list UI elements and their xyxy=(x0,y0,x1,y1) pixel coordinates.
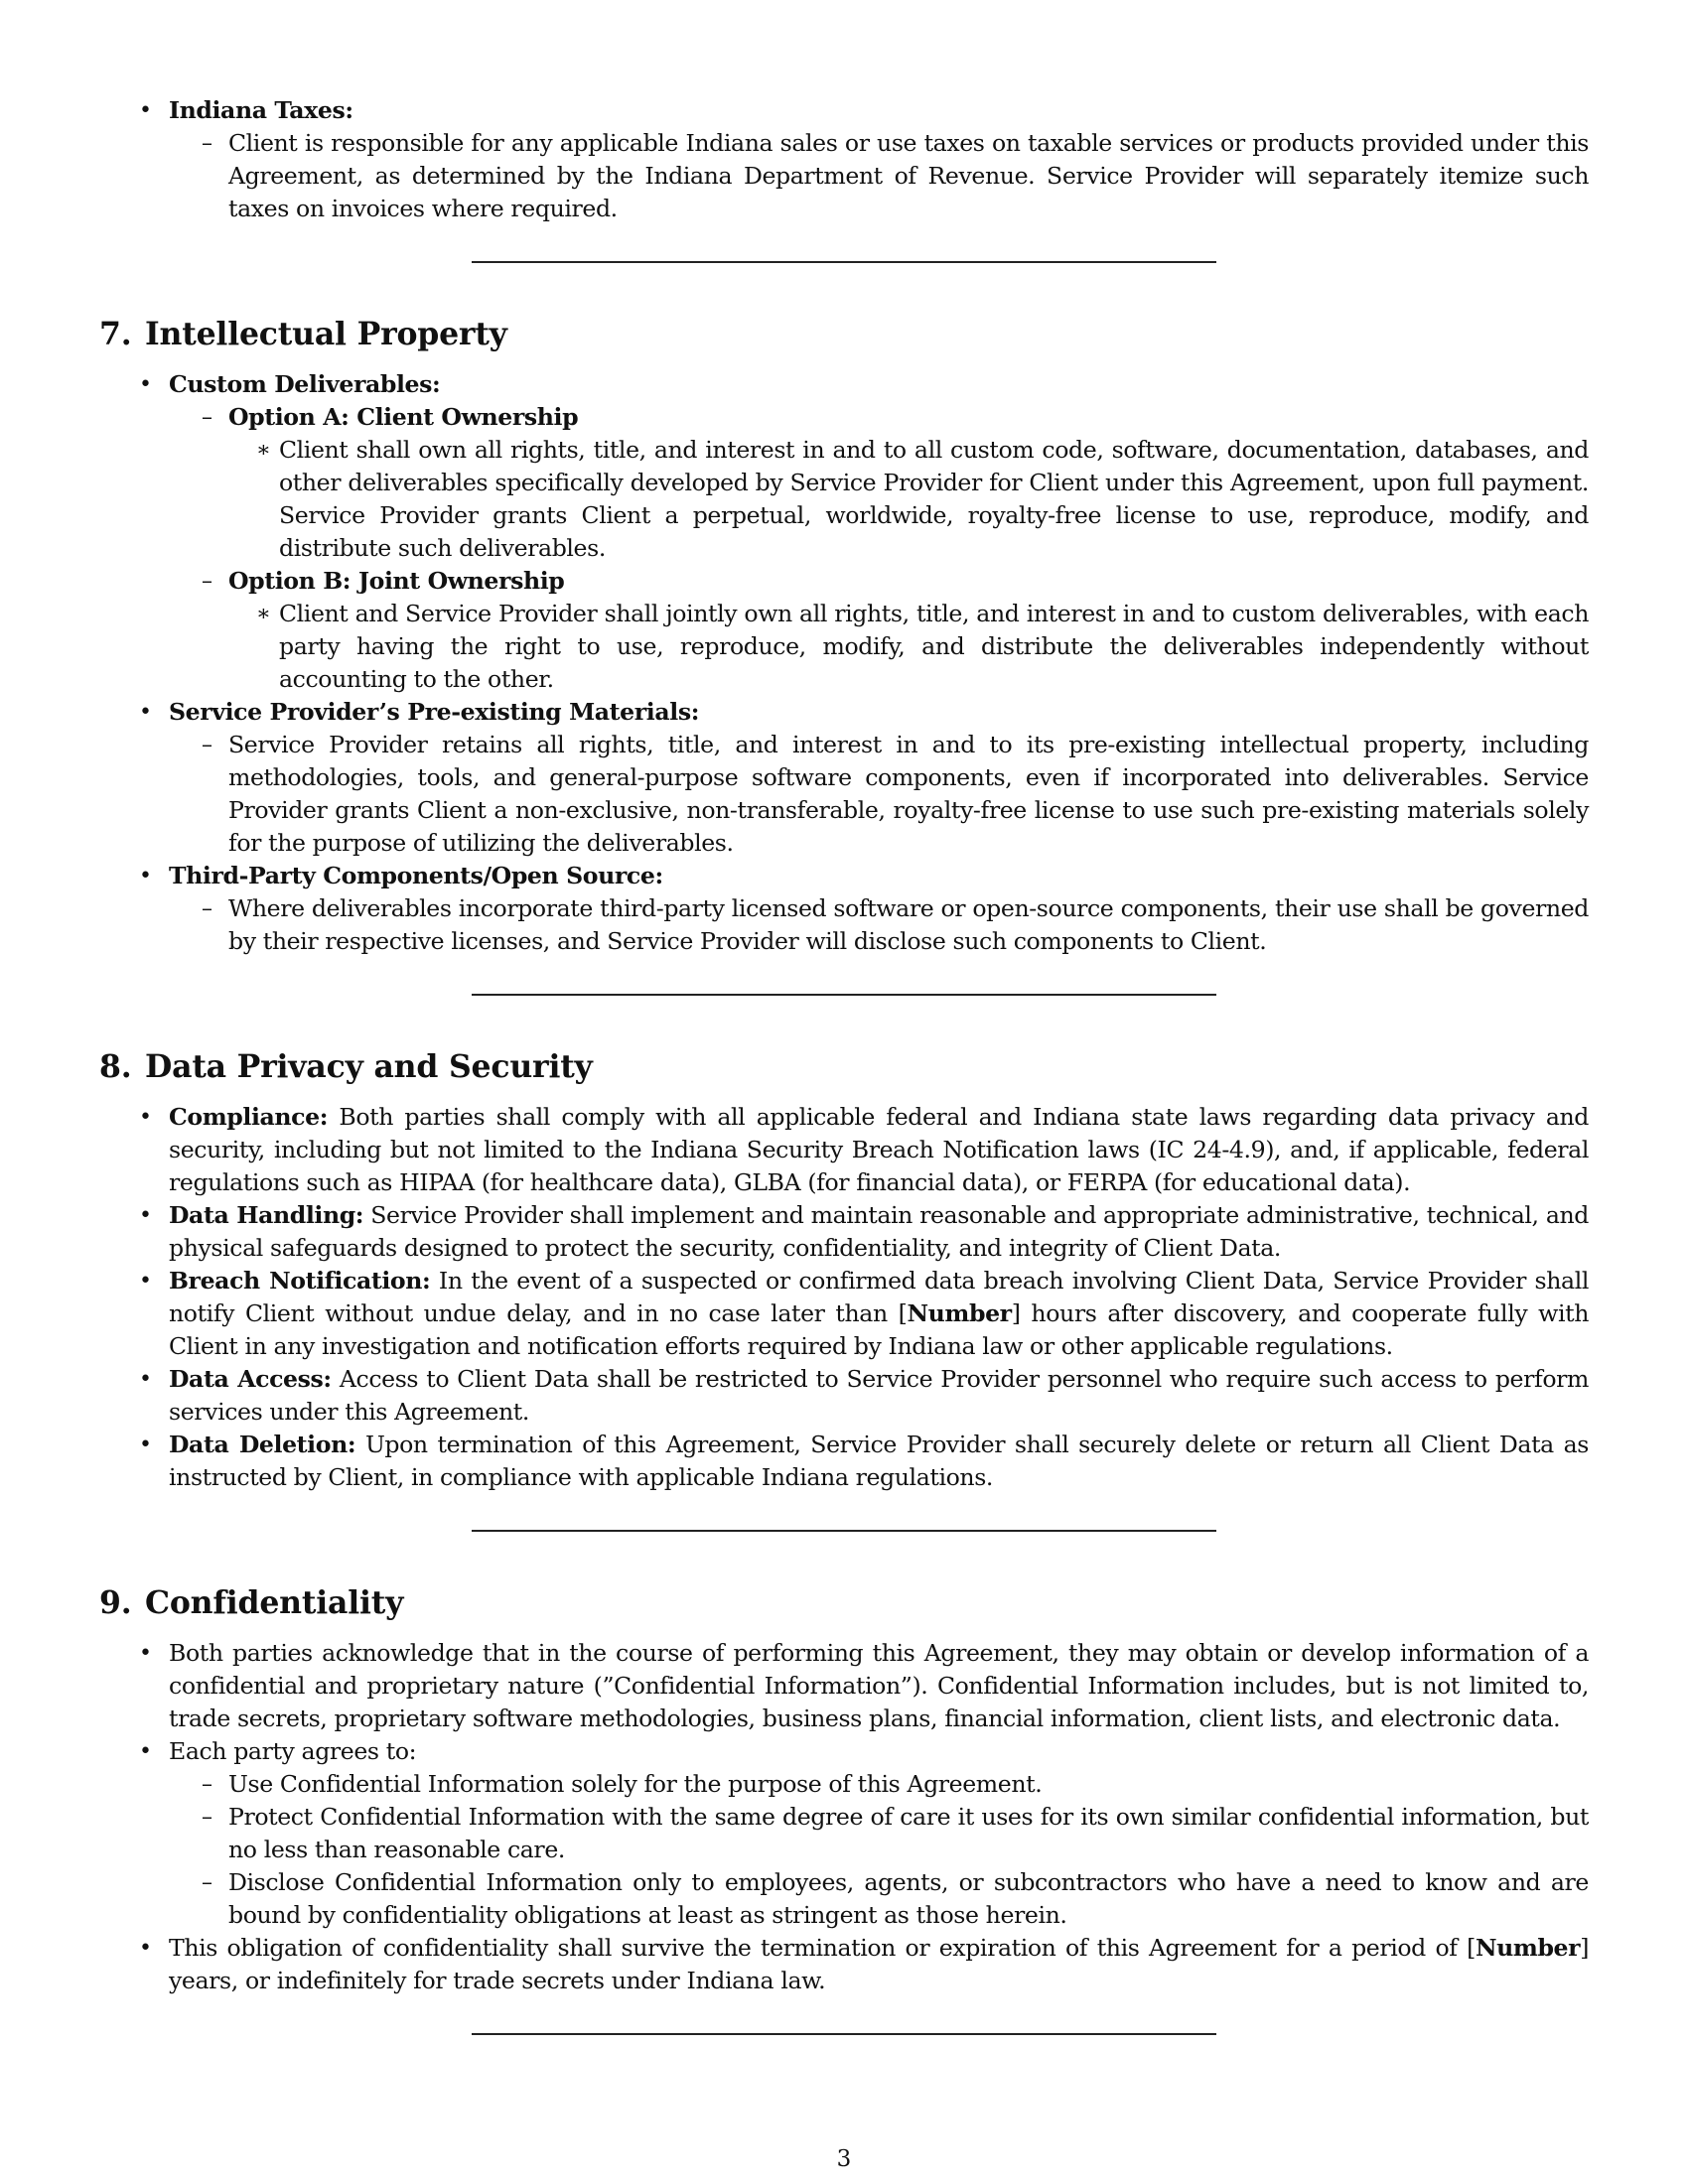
ip-list xyxy=(99,368,1589,958)
list-item xyxy=(169,565,1589,696)
taxes-sublist xyxy=(169,127,1589,225)
breach-placeholder: Number xyxy=(907,1299,1012,1327)
list-item xyxy=(169,729,1589,860)
breach-label: Breach Notification: xyxy=(169,1267,431,1295)
confidentiality-intro: • Both parties acknowledge that in the course of performing this Agreement, they may obtain or develop information of a confidential and proprietary nature (”Confidential Information”). Confidential Information includes, but is not limited to, trade secrets, proprietary software methodologies, business plans, financial information, client lists, and electronic data. xyxy=(169,1639,1589,1732)
breach-text-after: ] hours after discovery, and cooperate fully with Client in any investigation and notification efforts required by Indiana law or other applicable regulations. xyxy=(169,1299,1590,1360)
list-item xyxy=(99,1429,1589,1494)
section-title: Data Privacy and Security xyxy=(145,1048,593,1085)
deletion-label: Data Deletion: xyxy=(169,1431,356,1458)
list-item xyxy=(99,860,1589,958)
privacy-list xyxy=(99,1101,1589,1494)
option-a-list xyxy=(228,434,1589,565)
section-heading-7 xyxy=(99,315,1589,354)
access-label: Data Access: xyxy=(169,1365,332,1393)
list-item xyxy=(169,892,1589,958)
thirdparty-heading: • Third-Party Components/Open Source: xyxy=(169,862,663,889)
section-number: 9. xyxy=(99,1584,132,1621)
list-item xyxy=(169,401,1589,565)
page-number: 3 xyxy=(836,2146,852,2172)
confidentiality-list xyxy=(99,1637,1589,1997)
preexisting-text: – Service Provider retains all rights, title, and interest in and to its pre-existing intellectual property, including methodologies, tools, and general-purpose software components, even if incorporated into deliverables. Service Provider grants Client a non-exclusive, non-transferable, royalty-free license to use such pre-existing materials solely for the purpose of utilizing the deliverables. xyxy=(228,731,1589,857)
section-title: Intellectual Property xyxy=(145,316,507,352)
obligations-list xyxy=(169,1768,1589,1932)
list-item xyxy=(99,1199,1589,1265)
taxes-text: – Client is responsible for any applicable Indiana sales or use taxes on taxable services or products provided under this Agreement, as determined by the Indiana Department of Revenue. Service Provider will separately itemize such taxes on invoices where required. xyxy=(228,129,1589,222)
section-number: 7. xyxy=(99,316,132,352)
taxes-heading: • Indiana Taxes: xyxy=(169,96,353,124)
deletion-text: Upon termination of this Agreement, Service Provider shall securely delete or return all Client Data as instructed by Client, in compliance with applicable Indiana regulations. xyxy=(169,1431,1589,1491)
thirdparty-sublist xyxy=(169,892,1589,958)
survival-text-before: This obligation of confidentiality shall survive the termination or expiration of this Agreement for a period of [ xyxy=(169,1934,1476,1962)
list-item xyxy=(99,1101,1589,1199)
list-item xyxy=(99,94,1589,225)
section-divider xyxy=(472,2033,1216,2035)
option-b-text: ∗ Client and Service Provider shall jointly own all rights, title, and interest in and to custom deliverables, with each party having the right to use, reproduce, modify, and distribute the deliverables independently without accounting to the other. xyxy=(279,600,1589,693)
option-b-heading: – Option B: Joint Ownership xyxy=(228,567,565,595)
handling-text: Service Provider shall implement and maintain reasonable and appropriate administrative, technical, and physical safeguards designed to protect the security, confidentiality, and integrity of Client Data. xyxy=(169,1201,1589,1262)
list-item xyxy=(99,696,1589,860)
survival-placeholder: Number xyxy=(1475,1934,1581,1962)
list-item xyxy=(99,1363,1589,1429)
list-item xyxy=(99,1637,1589,1735)
list-item xyxy=(99,1265,1589,1363)
list-item xyxy=(228,434,1589,565)
list-item xyxy=(169,1866,1589,1932)
option-b-list xyxy=(228,598,1589,696)
access-text: Access to Client Data shall be restricted to Service Provider personnel who require such access to perform services under this Agreement. xyxy=(169,1365,1589,1426)
preexisting-sublist xyxy=(169,729,1589,860)
handling-label: Data Handling: xyxy=(169,1201,364,1229)
option-a-heading: – Option A: Client Ownership xyxy=(228,403,579,431)
agrees-text: • Each party agrees to: xyxy=(169,1737,417,1765)
list-item xyxy=(169,1768,1589,1801)
deletion-paragraph xyxy=(169,1429,1589,1494)
compliance-label: Compliance: xyxy=(169,1103,329,1131)
section-heading-8 xyxy=(99,1047,1589,1087)
section-heading-9 xyxy=(99,1583,1589,1623)
list-item xyxy=(99,1932,1589,1997)
handling-paragraph xyxy=(169,1199,1589,1265)
breach-text-before: In the event of a suspected or confirmed data breach involving Client Data, Service Provider shall notify Client without undue delay, and in no case later than [ xyxy=(169,1267,1590,1327)
section-number: 8. xyxy=(99,1048,132,1085)
taxes-list xyxy=(99,94,1589,225)
obligation-text: – Protect Confidential Information with the same degree of care it uses for its own similar confidential information, but no less than reasonable care. xyxy=(228,1803,1589,1863)
breach-paragraph xyxy=(169,1265,1589,1363)
obligation-text: – Disclose Confidential Information only to employees, agents, or subcontractors who have a need to know and are bound by confidentiality obligations at least as stringent as those herein. xyxy=(228,1868,1589,1929)
section-divider xyxy=(472,1530,1216,1532)
list-item xyxy=(99,1735,1589,1932)
list-item xyxy=(169,1801,1589,1866)
obligation-text: – Use Confidential Information solely for the purpose of this Agreement. xyxy=(228,1770,1043,1798)
preexisting-heading: • Service Provider’s Pre-existing Materials: xyxy=(169,698,700,726)
survival-paragraph xyxy=(169,1932,1589,1997)
section-title: Confidentiality xyxy=(145,1584,404,1621)
list-item xyxy=(99,368,1589,696)
document-body xyxy=(99,94,1589,2035)
custom-deliverables-heading: • Custom Deliverables: xyxy=(169,370,441,398)
section-divider xyxy=(472,261,1216,263)
section-divider xyxy=(472,994,1216,996)
compliance-text: Both parties shall comply with all applicable federal and Indiana state laws regarding data privacy and security, including but not limited to the Indiana Security Breach Notification laws (IC 24-4.9), and, if applicable, federal regulations such as HIPAA (for healthcare data), GLBA (for financial data), or FERPA (for educational data). xyxy=(169,1103,1589,1196)
list-item xyxy=(169,127,1589,225)
survival-text-after: ] years, or indefinitely for trade secrets under Indiana law. xyxy=(169,1934,1589,1994)
thirdparty-text: – Where deliverables incorporate third-party licensed software or open-source components, their use shall be governed by their respective licenses, and Service Provider will disclose such components to Client. xyxy=(228,894,1589,955)
list-item xyxy=(228,598,1589,696)
access-paragraph xyxy=(169,1363,1589,1429)
compliance-paragraph xyxy=(169,1101,1589,1199)
option-a-text: ∗ Client shall own all rights, title, and interest in and to all custom code, software, documentation, databases, and other deliverables specifically developed by Service Provider for Client under this Agreement, upon full payment. Service Provider grants Client a perpetual, worldwide, royalty-free license to use, reproduce, modify, and distribute such deliverables. xyxy=(279,436,1589,562)
ownership-options xyxy=(169,401,1589,696)
